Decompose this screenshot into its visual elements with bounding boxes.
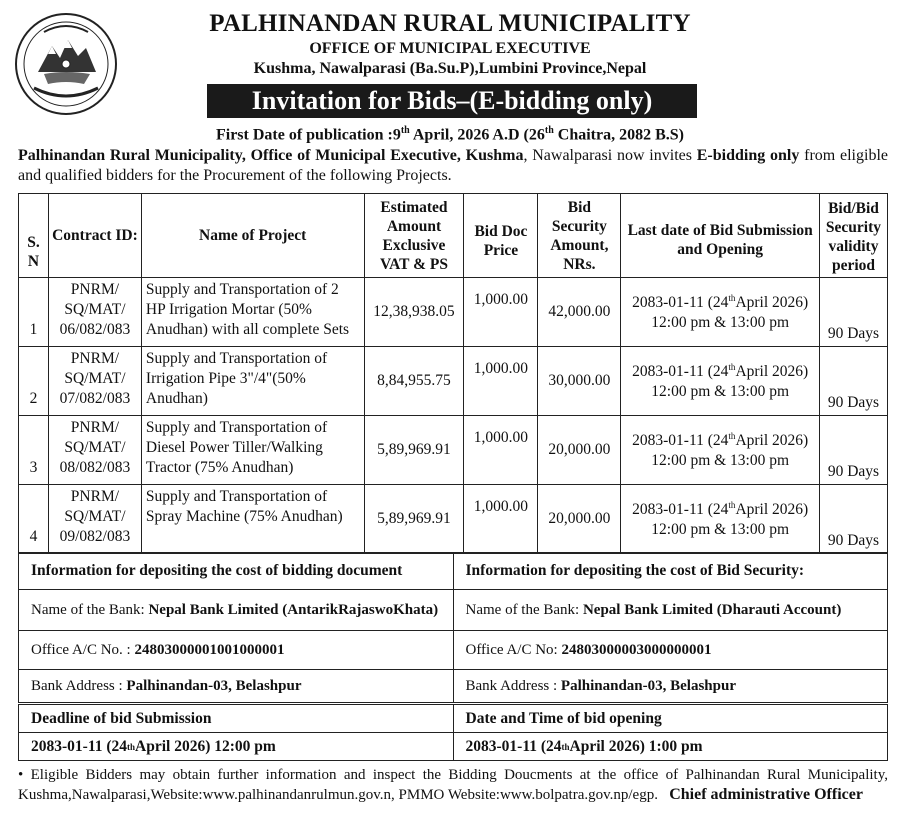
doc-bank-address: Bank Address : Palhinandan-03, Belashpur [31,677,302,694]
cell-doc-price: 1,000.00 [464,347,538,416]
office-address: Kushma, Nawalparasi (Ba.Su.P),Lumbini Province,Nepal [253,60,647,77]
cell-security: 42,000.00 [538,278,621,347]
org-name: PALHINANDAN RURAL MUNICIPALITY [209,10,691,37]
cell-validity: 90 Days [819,347,887,416]
header-name: Name of Project [141,194,364,278]
deadline-headings [19,705,887,732]
footer-note [18,765,888,805]
cell-amount: 8,84,955.75 [364,347,464,416]
doc-deposit-heading: Information for depositing the cost of bidding document [31,562,403,579]
eligibility-note: • Eligible Bidders may obtain further information and inspect the Bidding Doucments at the office of Palhinandan Rural Municipality, Kushma,Nawalparasi,Website:www.palhinandanrulmun.gov.n, PMMO Website:www.bolpatra.gov.np/egp. [18,767,888,803]
bank-name-row [19,589,887,630]
cell-doc-price: 1,000.00 [464,416,538,485]
cell-project-name: Supply and Transportation of Spray Machine (75% Anudhan) [141,485,364,554]
submission-deadline-heading: Deadline of bid Submission [31,709,212,727]
cell-project-name: Supply and Transportation of Irrigation Pipe 3"/4"(50% Anudhan) [141,347,364,416]
cell-amount: 5,89,969.91 [364,485,464,554]
security-account-number: Office A/C No: 24803000003000000001 [453,631,888,669]
deposit-headings [19,553,887,589]
header-security: Bid Security Amount, NRs. [538,194,621,278]
signature: Chief administrative Officer [669,786,863,803]
header-validity: Bid/Bid Security validity period [819,194,887,278]
cell-sn: 1 [19,278,49,347]
cell-last-date: 2083-01-11 (24thApril 2026) 12:00 pm & 13:00 pm [621,485,820,554]
security-deposit-heading: Information for depositing the cost of Bid Security: [453,553,888,589]
header-sn: S. N [19,194,49,278]
cell-contract-id: PNRM/ SQ/MAT/ 08/082/083 [48,416,141,485]
opening-time-heading: Date and Time of bid opening [453,705,888,732]
header-amount: Estimated Amount Exclusive VAT & PS [364,194,464,278]
cell-project-name: Supply and Transportation of 2 HP Irrigation Mortar (50% Anudhan) with all complete Sets [141,278,364,347]
office-name: OFFICE OF MUNICIPAL EXECUTIVE [309,40,591,57]
cell-sn: 4 [19,485,49,554]
cell-amount: 5,89,969.91 [364,416,464,485]
cell-validity: 90 Days [819,416,887,485]
submission-deadline: 2083-01-11 (24 th April 2026) 12:00 pm [31,737,276,755]
notice-header [0,8,900,120]
cell-security: 30,000.00 [538,347,621,416]
cell-validity: 90 Days [819,485,887,554]
deadline-values [19,732,887,760]
cell-last-date: 2083-01-11 (24thApril 2026) 12:00 pm & 13:00 pm [621,416,820,485]
cell-doc-price: 1,000.00 [464,278,538,347]
cell-contract-id: PNRM/ SQ/MAT/ 06/082/083 [48,278,141,347]
cell-contract-id: PNRM/ SQ/MAT/ 07/082/083 [48,347,141,416]
notice-title: Invitation for Bids–(E-bidding only) [207,84,697,118]
table-header-row [19,194,888,278]
cell-last-date: 2083-01-11 (24thApril 2026) 12:00 pm & 13:00 pm [621,347,820,416]
doc-bank-name: Name of the Bank: Nepal Bank Limited (AntarikRajaswoKhata) [31,601,439,618]
cell-validity: 90 Days [819,278,887,347]
header-last-date: Last date of Bid Submission and Opening [621,194,820,278]
bank-address-row [19,669,887,702]
deposit-info-box [18,552,888,703]
security-bank-address: Bank Address : Palhinandan-03, Belashpur [453,670,888,702]
account-row [19,630,887,669]
intro-paragraph: Palhinandan Rural Municipality, Office of Municipal Executive, Kushma, Nawalparasi now invites E-bidding only from eligible and qualified bidders for the Procurement of the following Projects. [18,147,888,184]
cell-security: 20,000.00 [538,416,621,485]
header-contract-id: Contract ID: [48,194,141,278]
table-row [19,278,888,347]
cell-sn: 3 [19,416,49,485]
doc-account-number: Office A/C No. : 24803000001001000001 [31,641,285,658]
cell-project-name: Supply and Transportation of Diesel Power Tiller/Walking Tractor (75% Anudhan) [141,416,364,485]
table-row [19,416,888,485]
cell-last-date: 2083-01-11 (24thApril 2026) 12:00 pm & 13:00 pm [621,278,820,347]
table-row [19,347,888,416]
cell-doc-price: 1,000.00 [464,485,538,554]
publication-date: First Date of publication :9th April, 2026 A.D (26th Chaitra, 2082 B.S) [215,125,685,144]
bids-table [18,193,888,554]
cell-sn: 2 [19,347,49,416]
security-bank-name: Name of the Bank: Nepal Bank Limited (Dharauti Account) [453,590,888,630]
cell-security: 20,000.00 [538,485,621,554]
header-doc-price: Bid Doc Price [464,194,538,278]
opening-time: 2083-01-11 (24 th April 2026) 1:00 pm [453,733,888,760]
cell-amount: 12,38,938.05 [364,278,464,347]
table-row [19,485,888,554]
deadline-box [18,704,888,761]
cell-contract-id: PNRM/ SQ/MAT/ 09/082/083 [48,485,141,554]
